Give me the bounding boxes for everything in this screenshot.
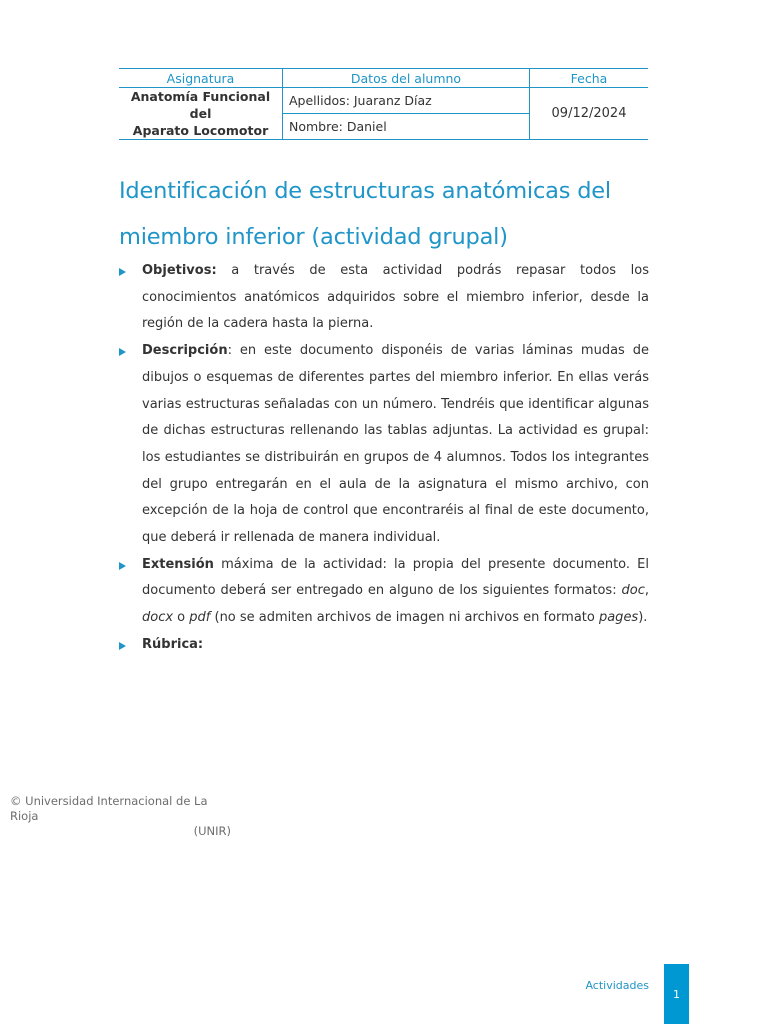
- item-keyword: Objetivos:: [142, 263, 217, 278]
- copyright-notice: [10, 794, 231, 839]
- col-student-header: Datos del alumno: [283, 69, 530, 88]
- footer-label: Actividades: [585, 979, 649, 992]
- header-table: [119, 68, 648, 140]
- surname-cell: Apellidos: Juaranz Díaz: [283, 88, 530, 114]
- triangle-bullet-icon: [119, 348, 126, 356]
- format-pdf: pdf: [189, 610, 211, 626]
- col-subject-header: Asignatura: [119, 69, 283, 88]
- item-text: : en este documento disponéis de varias láminas mudas de dibujos o esquemas de diferentes partes del miembro inferior. En ellas verás varias estructuras señaladas con un número. Tendréis que identificar algunas de dichas estructuras rellenando las tablas adjuntas. La actividad es grupal: los estudiantes se distribuirán en grupos de 4 alumnos. Todos los integrantes del grupo entregarán en el aula de la asignatura el mismo archivo, con excepción de la hoja de control que encontraréis al final de este documento, que deberá ir rellenada de manera individual.: [142, 343, 649, 546]
- copyright-line2: (UNIR): [193, 824, 231, 838]
- triangle-bullet-icon: [119, 268, 126, 276]
- item-keyword: Extensión: [142, 556, 214, 572]
- subject-line2: Aparato Locomotor: [132, 123, 269, 138]
- bullet-list: [119, 258, 649, 659]
- copyright-line1: © Universidad Internacional de La Rioja: [10, 794, 208, 823]
- format-doc: doc: [621, 583, 645, 599]
- page-number: 1: [664, 964, 689, 1024]
- item-text: (no se admiten archivos de imagen ni archivos en formato: [210, 610, 599, 626]
- item-text: a través de esta actividad podrás repasar todos los conocimientos anatómicos adquiridos sobre el miembro inferior, desde la región de la cadera hasta la pierna.: [142, 263, 649, 332]
- name-cell: Nombre: Daniel: [283, 114, 530, 140]
- format-pages: pages: [598, 610, 639, 626]
- subject-cell: [119, 88, 283, 140]
- triangle-bullet-icon: [119, 562, 126, 570]
- subject-line1: Anatomía Funcional del: [130, 89, 271, 121]
- col-date-header: Fecha: [530, 69, 649, 88]
- list-item-objetivos: [119, 258, 649, 338]
- list-item-extension: [119, 552, 649, 632]
- item-text: ,: [644, 583, 649, 599]
- list-item-rubrica: [119, 632, 649, 659]
- triangle-bullet-icon: [119, 642, 126, 650]
- item-keyword: Descripción: [142, 343, 228, 359]
- item-text: ).: [638, 610, 648, 626]
- list-item-descripcion: [119, 338, 649, 552]
- date-cell: 09/12/2024: [530, 88, 649, 140]
- page-title: Identificación de estructuras anatómicas del miembro inferior (actividad grupal): [119, 178, 611, 250]
- format-docx: docx: [142, 610, 174, 626]
- item-text: máxima de la actividad: la propia del presente documento. El documento deberá ser entregado en alguno de los siguientes formatos:: [142, 556, 649, 599]
- item-text: o: [173, 610, 190, 626]
- item-keyword: Rúbrica:: [142, 636, 204, 652]
